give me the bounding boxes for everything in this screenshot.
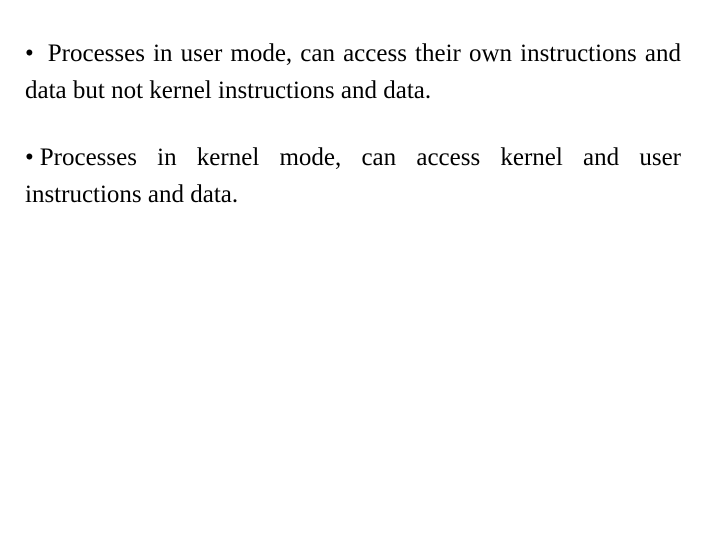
bullet-item-kernel-mode [25,139,681,213]
bullet-text: Processes in user mode, can access their own instructions and data but not kernel instructions and data. [25,40,681,104]
bullet-marker: • [25,40,34,67]
bullet-item-user-mode [25,35,681,109]
bullet-marker: • [25,144,34,171]
bullet-text: Processes in kernel mode, can access kernel and user instructions and data. [25,144,681,208]
